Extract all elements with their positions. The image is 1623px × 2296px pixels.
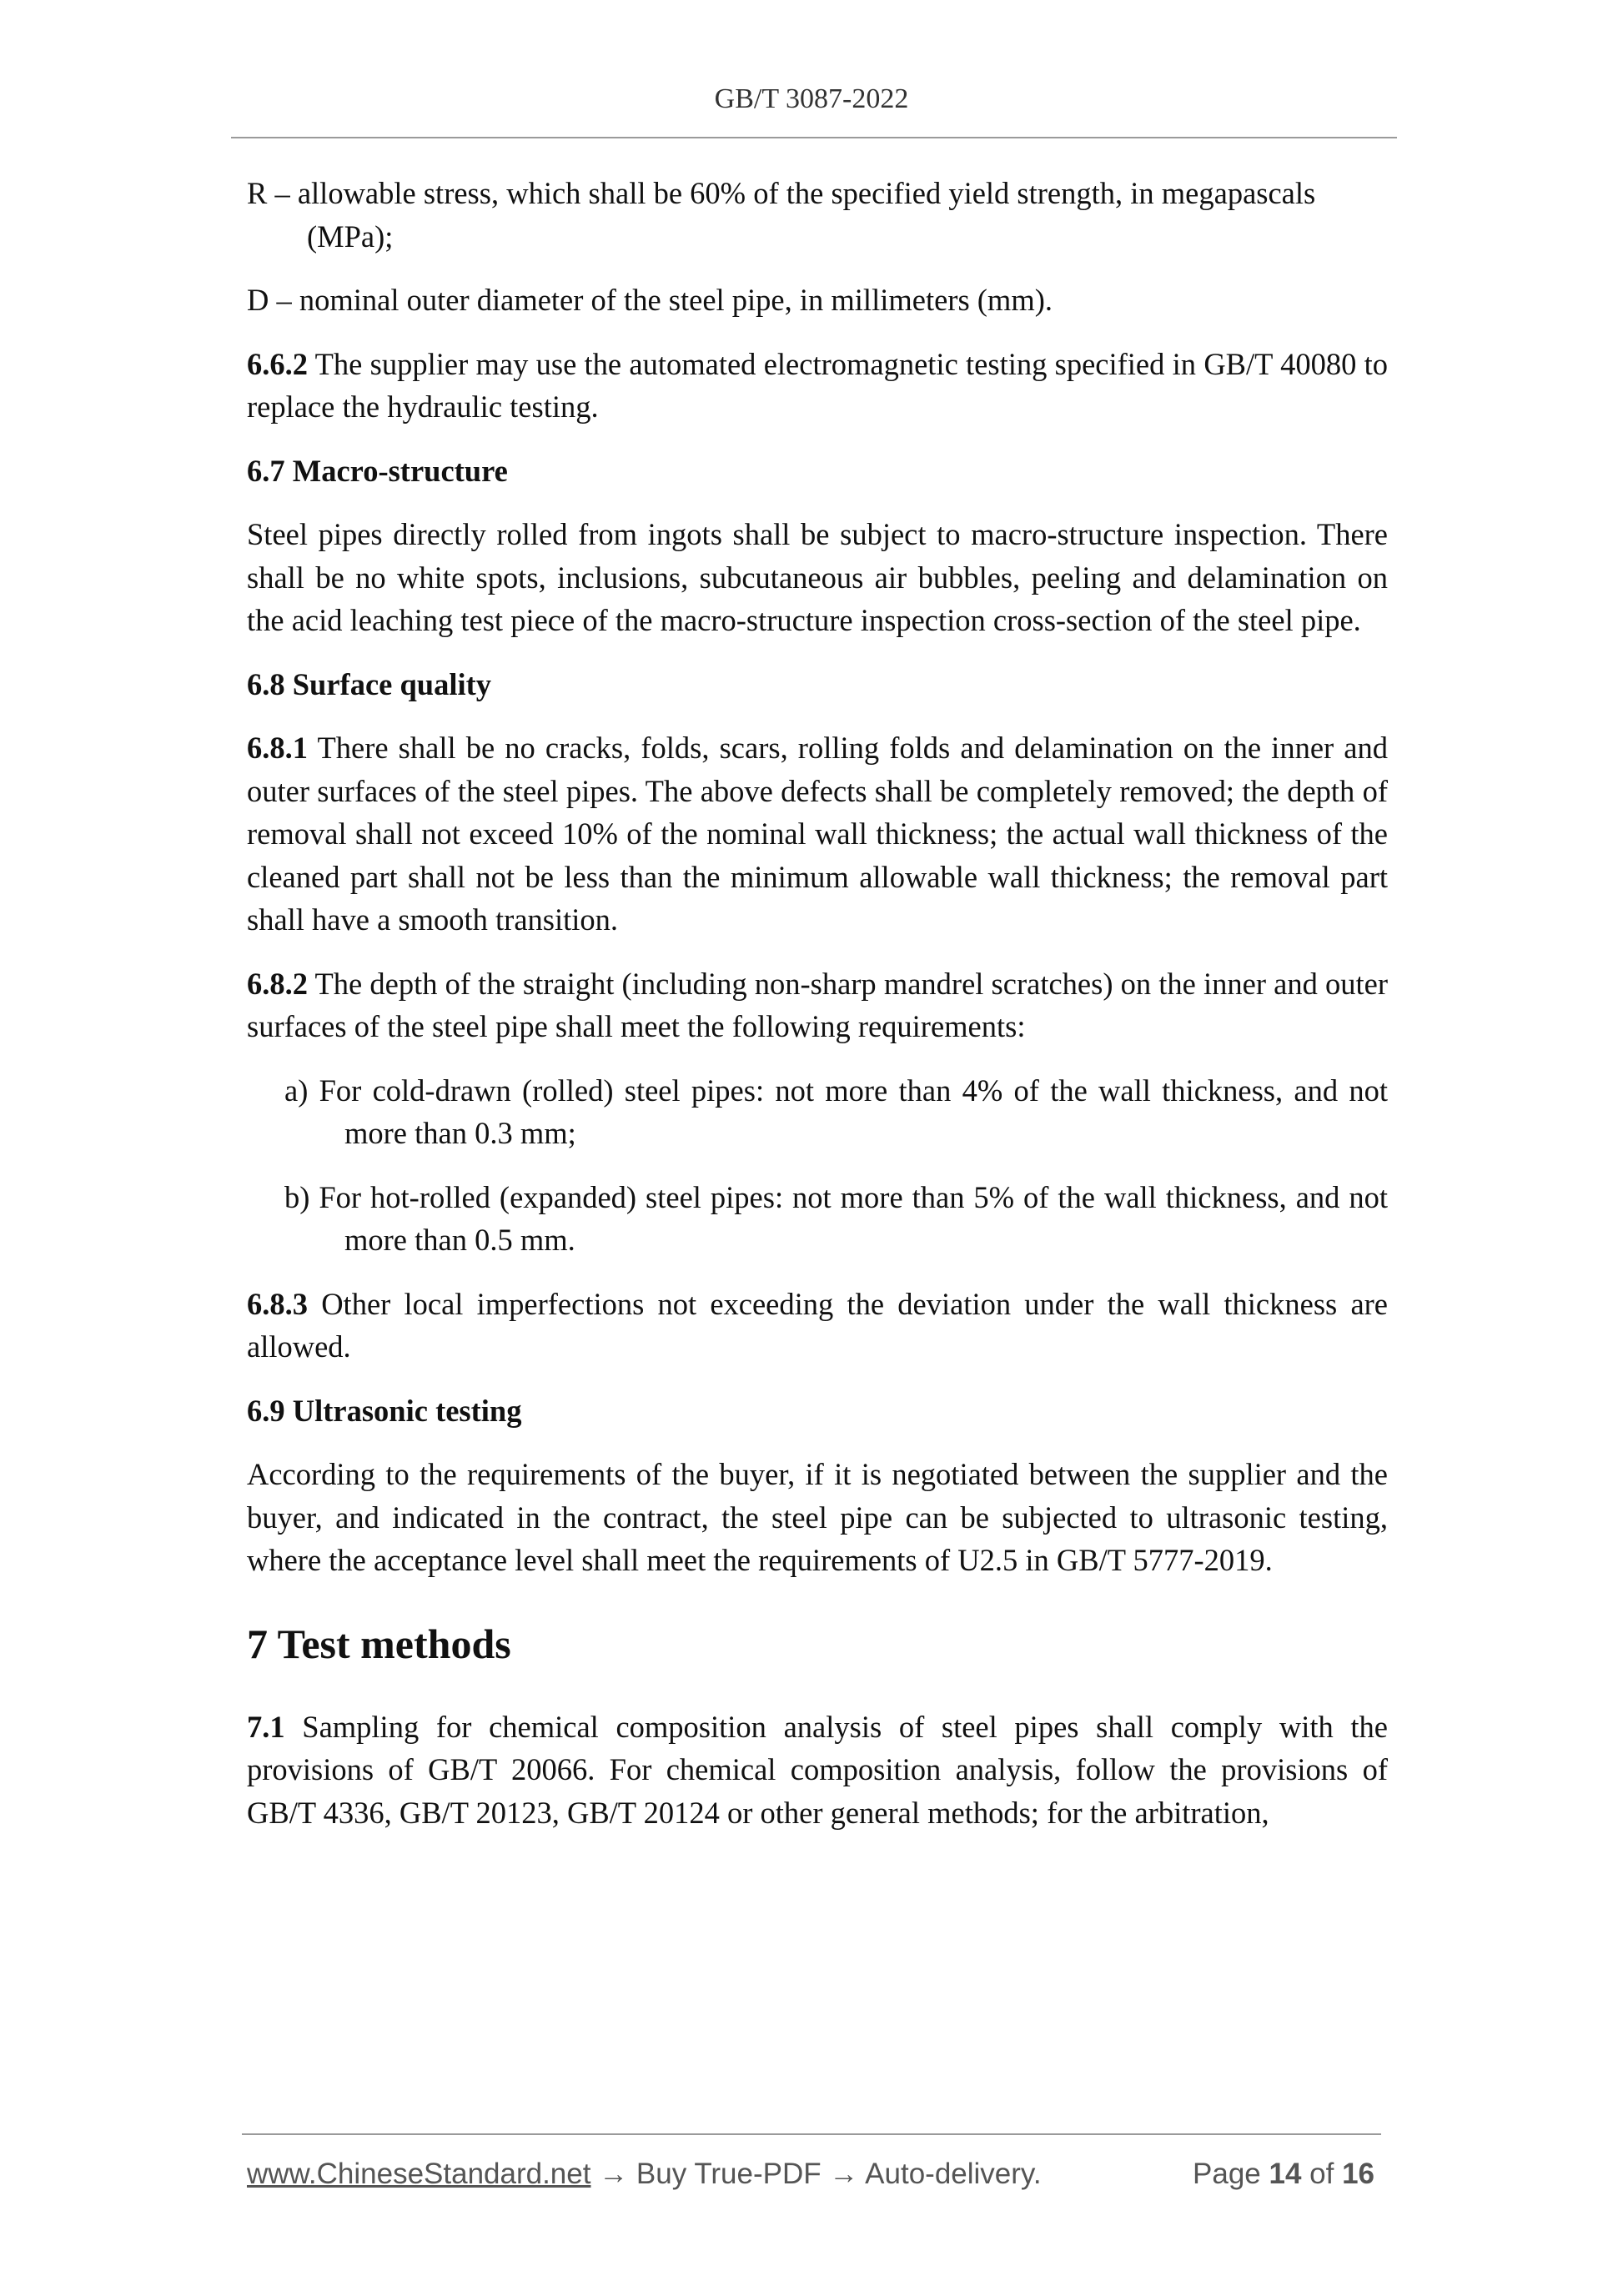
list-item-b: b) For hot-rolled (expanded) steel pipes: not more than 5% of the wall thickness, and not more than 0.5 mm.	[284, 1179, 1388, 1257]
clause-text: The supplier may use the automated electromagnetic testing specified in GB/T 40080 to replace the hydraulic testing.	[247, 346, 1388, 424]
heading-7: 7 Test methods	[247, 1620, 511, 1667]
header-divider	[231, 137, 1397, 138]
clause-6-8-2	[247, 962, 1388, 1048]
footer-tagline: → Buy True-PDF → Auto-delivery.	[590, 2158, 1042, 2190]
clause-number: 7.1	[247, 1709, 285, 1744]
page-number	[1193, 2155, 1374, 2193]
page-content	[247, 172, 1388, 1834]
footer-divider	[242, 2133, 1381, 2135]
clause-text: Other local imperfections not exceeding the deviation under the wall thickness are allowed.	[247, 1286, 1388, 1364]
list-item-a: a) For cold-drawn (rolled) steel pipes: not more than 4% of the wall thickness, and not more than 0.3 mm;	[284, 1073, 1388, 1150]
page-total: 16	[1342, 2158, 1374, 2190]
clause-6-6-2	[247, 343, 1388, 429]
clause-text: Sampling for chemical composition analysis of steel pipes shall comply with the provisions of GB/T 20066. For chemical composition analysis, follow the provisions of GB/T 4336, GB/T 20123, GB/T 20124 or other general methods; for the arbitration,	[247, 1709, 1388, 1830]
clause-number: 6.8.3	[247, 1286, 308, 1321]
clause-number: 6.8.1	[247, 731, 308, 765]
clause-6-8-3	[247, 1283, 1388, 1369]
page-footer	[247, 2155, 1381, 2193]
page-current: 14	[1269, 2158, 1302, 2190]
clause-6-9-text: According to the requirements of the buyer, if it is negotiated between the supplier and the buyer, and indicated in the contract, the steel pipe can be subjected to ultrasonic testing, where the acceptance level shall meet the requirements of U2.5 in GB/T 5777-2019.	[247, 1457, 1388, 1577]
definition-d: D – nominal outer diameter of the steel pipe, in millimeters (mm).	[247, 283, 1053, 317]
heading-6-7: 6.7 Macro-structure	[247, 453, 508, 488]
clause-6-8-1	[247, 726, 1388, 942]
footer-promo	[247, 2155, 1042, 2193]
clause-number: 6.6.2	[247, 346, 308, 381]
definition-r: R – allowable stress, which shall be 60% of the specified yield strength, in megapascals (MPa);	[247, 176, 1316, 254]
clause-text: The depth of the straight (including non-sharp mandrel scratches) on the inner and outer surfaces of the steel pipe shall meet the following requirements:	[247, 966, 1388, 1043]
heading-6-8: 6.8 Surface quality	[247, 666, 492, 701]
page-of: of	[1301, 2158, 1343, 2190]
clause-6-7-text: Steel pipes directly rolled from ingots shall be subject to macro-structure inspection. There shall be no white spots, inclusions, subcutaneous air bubbles, peeling and delamination on the acid leaching test piece of the macro-structure inspection cross-section of the steel pipe.	[247, 517, 1388, 637]
page-header: GB/T 3087-2022	[714, 83, 909, 114]
clause-7-1	[247, 1706, 1388, 1835]
page-label: Page	[1193, 2158, 1269, 2190]
website-link[interactable]: www.ChineseStandard.net	[247, 2158, 591, 2190]
clause-text: There shall be no cracks, folds, scars, rolling folds and delamination on the inner and outer surfaces of the steel pipes. The above defects shall be completely removed; the depth of removal shall not exceed 10% of the nominal wall thickness; the actual wall thickness of the cleaned part shall not be less than the minimum allowable wall thickness; the removal part shall have a smooth transition.	[247, 731, 1388, 937]
heading-6-9: 6.9 Ultrasonic testing	[247, 1393, 522, 1428]
clause-number: 6.8.2	[247, 966, 308, 1001]
